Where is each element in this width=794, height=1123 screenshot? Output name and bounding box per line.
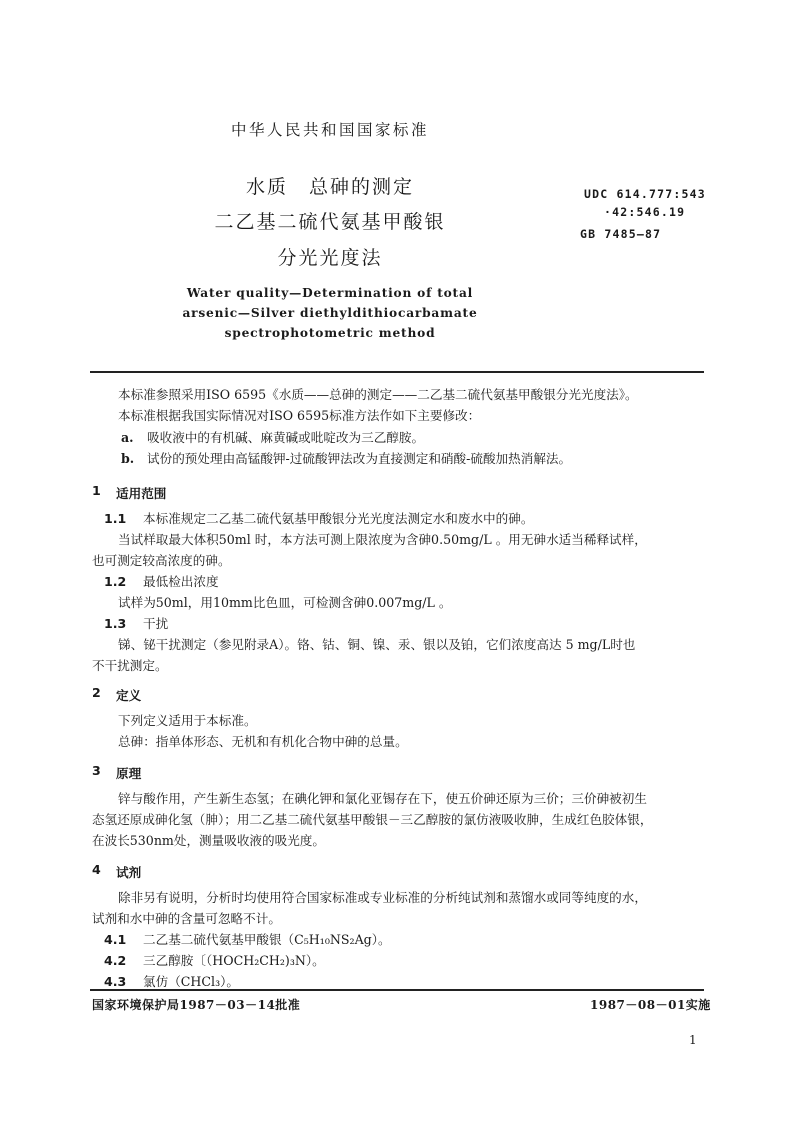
section-1-3-line1: 锑、铋干扰测定（参见附录A）。铬、钴、铜、镍、汞、银以及铂，它们浓度高达 5 mg/L时也 — [118, 637, 636, 652]
section-1-3-line2: 不干扰测定。 — [92, 658, 168, 673]
preface-paragraph-1: 本标准参照采用ISO 6595《水质——总砷的测定——二乙基二硫代氨基甲酸银分光光度法》。 — [118, 387, 638, 402]
document-title-line2: 二乙基二硫代氨基甲酸银 — [214, 211, 446, 233]
english-title-line2: arsenic—Silver diethyldithiocarbamate — [182, 306, 478, 320]
section-4-3-number: 4.3 — [104, 974, 127, 989]
section-2-number: 2 — [92, 685, 101, 700]
section-2-heading: 定义 — [116, 688, 142, 703]
gb-standard-number: GB 7485—87 — [580, 227, 662, 241]
section-4-heading: 试剂 — [116, 865, 142, 880]
section-3-line3: 在波长530nm处，测量吸收液的吸光度。 — [92, 833, 325, 848]
document-title-line1: 水质 总砷的测定 — [245, 176, 414, 198]
english-title-line3: spectrophotometric method — [224, 326, 436, 340]
document-title-line3: 分光光度法 — [277, 247, 383, 269]
udc-number-line1: UDC 614.777:543 — [584, 187, 706, 201]
preface-item-a-text: 吸收液中的有机碱、麻黄碱或吡啶改为三乙醇胺。 — [147, 430, 425, 445]
approval-date: 国家环境保护局1987－03－14批准 — [92, 998, 301, 1012]
preface-item-b-text: 试份的预处理由高锰酸钾-过硫酸钾法改为直接测定和硝酸-硫酸加热消解法。 — [147, 451, 572, 466]
page-number: 1 — [689, 1033, 697, 1047]
section-1-1-number: 1.1 — [104, 511, 127, 526]
section-3-line1: 锌与酸作用，产生新生态氢；在碘化钾和氯化亚锡存在下，使五价砷还原为三价；三价砷被初生 — [118, 791, 647, 806]
section-4-3-text: 氯仿（CHCl₃）。 — [143, 974, 239, 989]
effective-date: 1987－08－01实施 — [590, 998, 711, 1012]
section-1-3-heading: 干扰 — [143, 616, 169, 631]
section-4-line1: 除非另有说明，分析时均使用符合国家标准或专业标准的分析纯试剂和蒸馏水或同等纯度的水， — [118, 890, 647, 905]
section-3-heading: 原理 — [116, 766, 142, 781]
section-1-1-line3: 也可测定较高浓度的砷。 — [92, 553, 231, 568]
preface-paragraph-2: 本标准根据我国实际情况对ISO 6595标准方法作如下主要修改： — [118, 408, 481, 423]
preface-item-a-label: a. — [121, 430, 134, 445]
section-4-2-text: 三乙醇胺〔（HOCH₂CH₂)₃N）。 — [143, 953, 325, 968]
footer-divider — [90, 989, 704, 991]
section-3-number: 3 — [92, 763, 101, 778]
section-1-number: 1 — [92, 483, 101, 498]
section-1-2-heading: 最低检出浓度 — [143, 574, 219, 589]
section-3-line2: 态氢还原成砷化氢（胂）；用二乙基二硫代氨基甲酸银－三乙醇胺的氯仿液吸收胂，生成红色胶体银， — [92, 812, 653, 827]
section-4-line2: 试剂和水中砷的含量可忽略不计。 — [92, 911, 281, 926]
section-2-line2: 总砷：指单体形态、无机和有机化合物中砷的总量。 — [118, 734, 408, 749]
section-4-number: 4 — [92, 862, 101, 877]
english-title-line1: Water quality—Determination of total — [186, 286, 474, 300]
section-1-1-line2: 当试样取最大体积50ml 时，本方法可测上限浓度为含砷0.50mg/L 。用无砷水适当稀释试样， — [118, 532, 647, 547]
section-4-1-text: 二乙基二硫代氨基甲酸银（C₅H₁₀NS₂Ag）。 — [143, 932, 391, 947]
section-1-3-number: 1.3 — [104, 616, 127, 631]
section-1-heading: 适用范围 — [116, 486, 167, 501]
section-4-2-number: 4.2 — [104, 953, 127, 968]
preface-item-b-label: b. — [121, 451, 135, 466]
section-1-2-text: 试样为50ml，用10mm比色皿，可检测含砷0.007mg/L 。 — [118, 595, 452, 610]
udc-number-line2: ·42:546.19 — [604, 205, 686, 219]
section-1-2-number: 1.2 — [104, 574, 127, 589]
section-1-1-text: 本标准规定二乙基二硫代氨基甲酸银分光光度法测定水和废水中的砷。 — [143, 511, 534, 526]
standard-category-title: 中华人民共和国国家标准 — [230, 121, 429, 139]
header-divider — [90, 371, 704, 373]
section-4-1-number: 4.1 — [104, 932, 127, 947]
section-2-line1: 下列定义适用于本标准。 — [118, 713, 257, 728]
